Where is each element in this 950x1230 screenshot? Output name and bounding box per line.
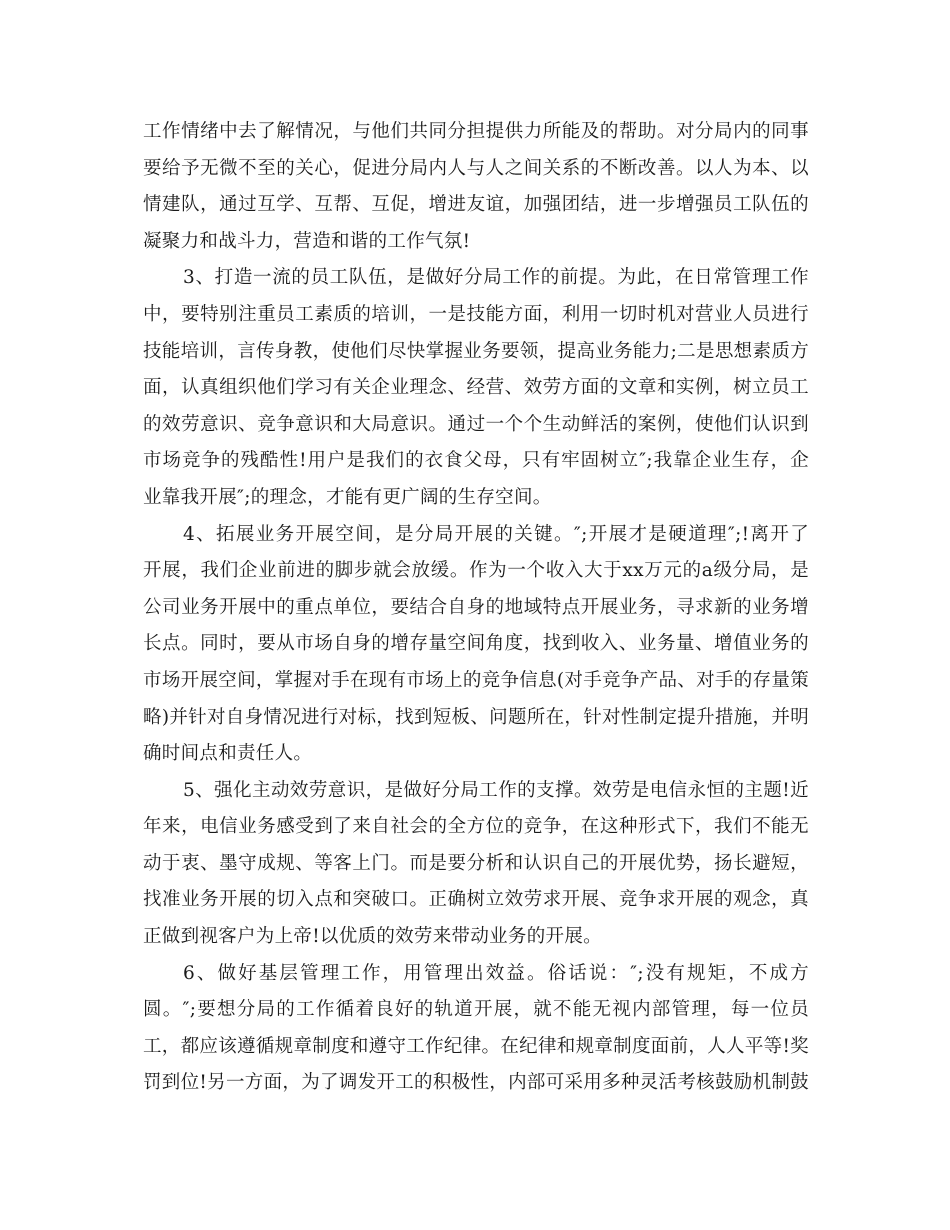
paragraph-5 [143,956,809,1102]
text-line: 确时间点和责任人。 [143,743,313,765]
text-line: 4、拓展业务开展空间，是分局开展的关键。″;开展才是硬道理″;!离开了 [183,523,809,545]
paragraph-3 [143,517,809,773]
text-line: 面，认真组织他们学习有关企业理念、经营、效劳方面的文章和实例，树立员工 [143,377,809,399]
text-line: 罚到位!另一方面，为了调发开工的积极性，内部可采用多种灵活考核鼓励机制鼓 [143,1072,809,1094]
text-line: 技能培训，言传身教，使他们尽快掌握业务要领，提高业务能力;二是思想素质方 [143,340,809,362]
text-line: 要给予无微不至的关心，促进分局内人与人之间关系的不断改善。以人为本、以 [143,157,809,179]
text-line: 圆。″;要想分局的工作循着良好的轨道开展，就不能无视内部管理，每一位员 [143,999,809,1021]
text-line: 6、做好基层管理工作，用管理出效益。俗话说：″;没有规矩，不成方 [183,962,809,984]
text-line: 公司业务开展中的重点单位，要结合自身的地域特点开展业务，寻求新的业务增 [143,596,809,618]
document-body [143,114,809,1102]
text-line: 正做到视客户为上帝!以优质的效劳来带动业务的开展。 [143,926,602,948]
text-line: 工，都应该遵循规章制度和遵守工作纪律。在纪律和规章制度面前，人人平等!奖 [143,1035,809,1057]
paragraph-1 [143,114,809,260]
text-line: 3、打造一流的员工队伍，是做好分局工作的前提。为此，在日常管理工作 [183,267,809,289]
text-line: 开展，我们企业前进的脚步就会放缓。作为一个收入大于xx万元的a级分局，是 [143,560,809,582]
text-line: 动于衷、墨守成规、等客上门。而是要分析和认识自己的开展优势，扬长避短， [143,852,809,874]
text-line: 年来，电信业务感受到了来自社会的全方位的竞争，在这种形式下，我们不能无 [143,816,809,838]
text-line: 业靠我开展″;的理念，才能有更广阔的生存空间。 [143,486,552,508]
text-line: 5、强化主动效劳意识，是做好分局工作的支撑。效劳是电信永恒的主题!近 [183,779,809,801]
text-line: 情建队，通过互学、互帮、互促，增进友谊，加强团结，进一步增强员工队伍的 [143,194,809,216]
paragraph-2 [143,260,809,516]
text-line: 的效劳意识、竞争意识和大局意识。通过一个个生动鲜活的案例，使他们认识到 [143,413,809,435]
text-line: 找准业务开展的切入点和突破口。正确树立效劳求开展、竞争求开展的观念，真 [143,889,809,911]
text-line: 工作情绪中去了解情况，与他们共同分担提供力所能及的帮助。对分局内的同事 [143,121,809,142]
text-line: 略)并针对自身情况进行对标，找到短板、问题所在，针对性制定提升措施，并明 [143,706,809,728]
text-line: 长点。同时，要从市场自身的增存量空间角度，找到收入、业务量、增值业务的 [143,633,809,655]
text-line: 市场开展空间，掌握对手在现有市场上的竞争信息(对手竞争产品、对手的存量策 [143,669,809,691]
text-line: 中，要特别注重员工素质的培训，一是技能方面，利用一切时机对营业人员进行 [143,303,809,325]
text-line: 凝聚力和战斗力，营造和谐的工作气氛! [143,230,471,252]
text-line: 市场竞争的残酷性!用户是我们的衣食父母，只有牢固树立″;我靠企业生存，企 [143,450,809,472]
paragraph-4 [143,773,809,956]
